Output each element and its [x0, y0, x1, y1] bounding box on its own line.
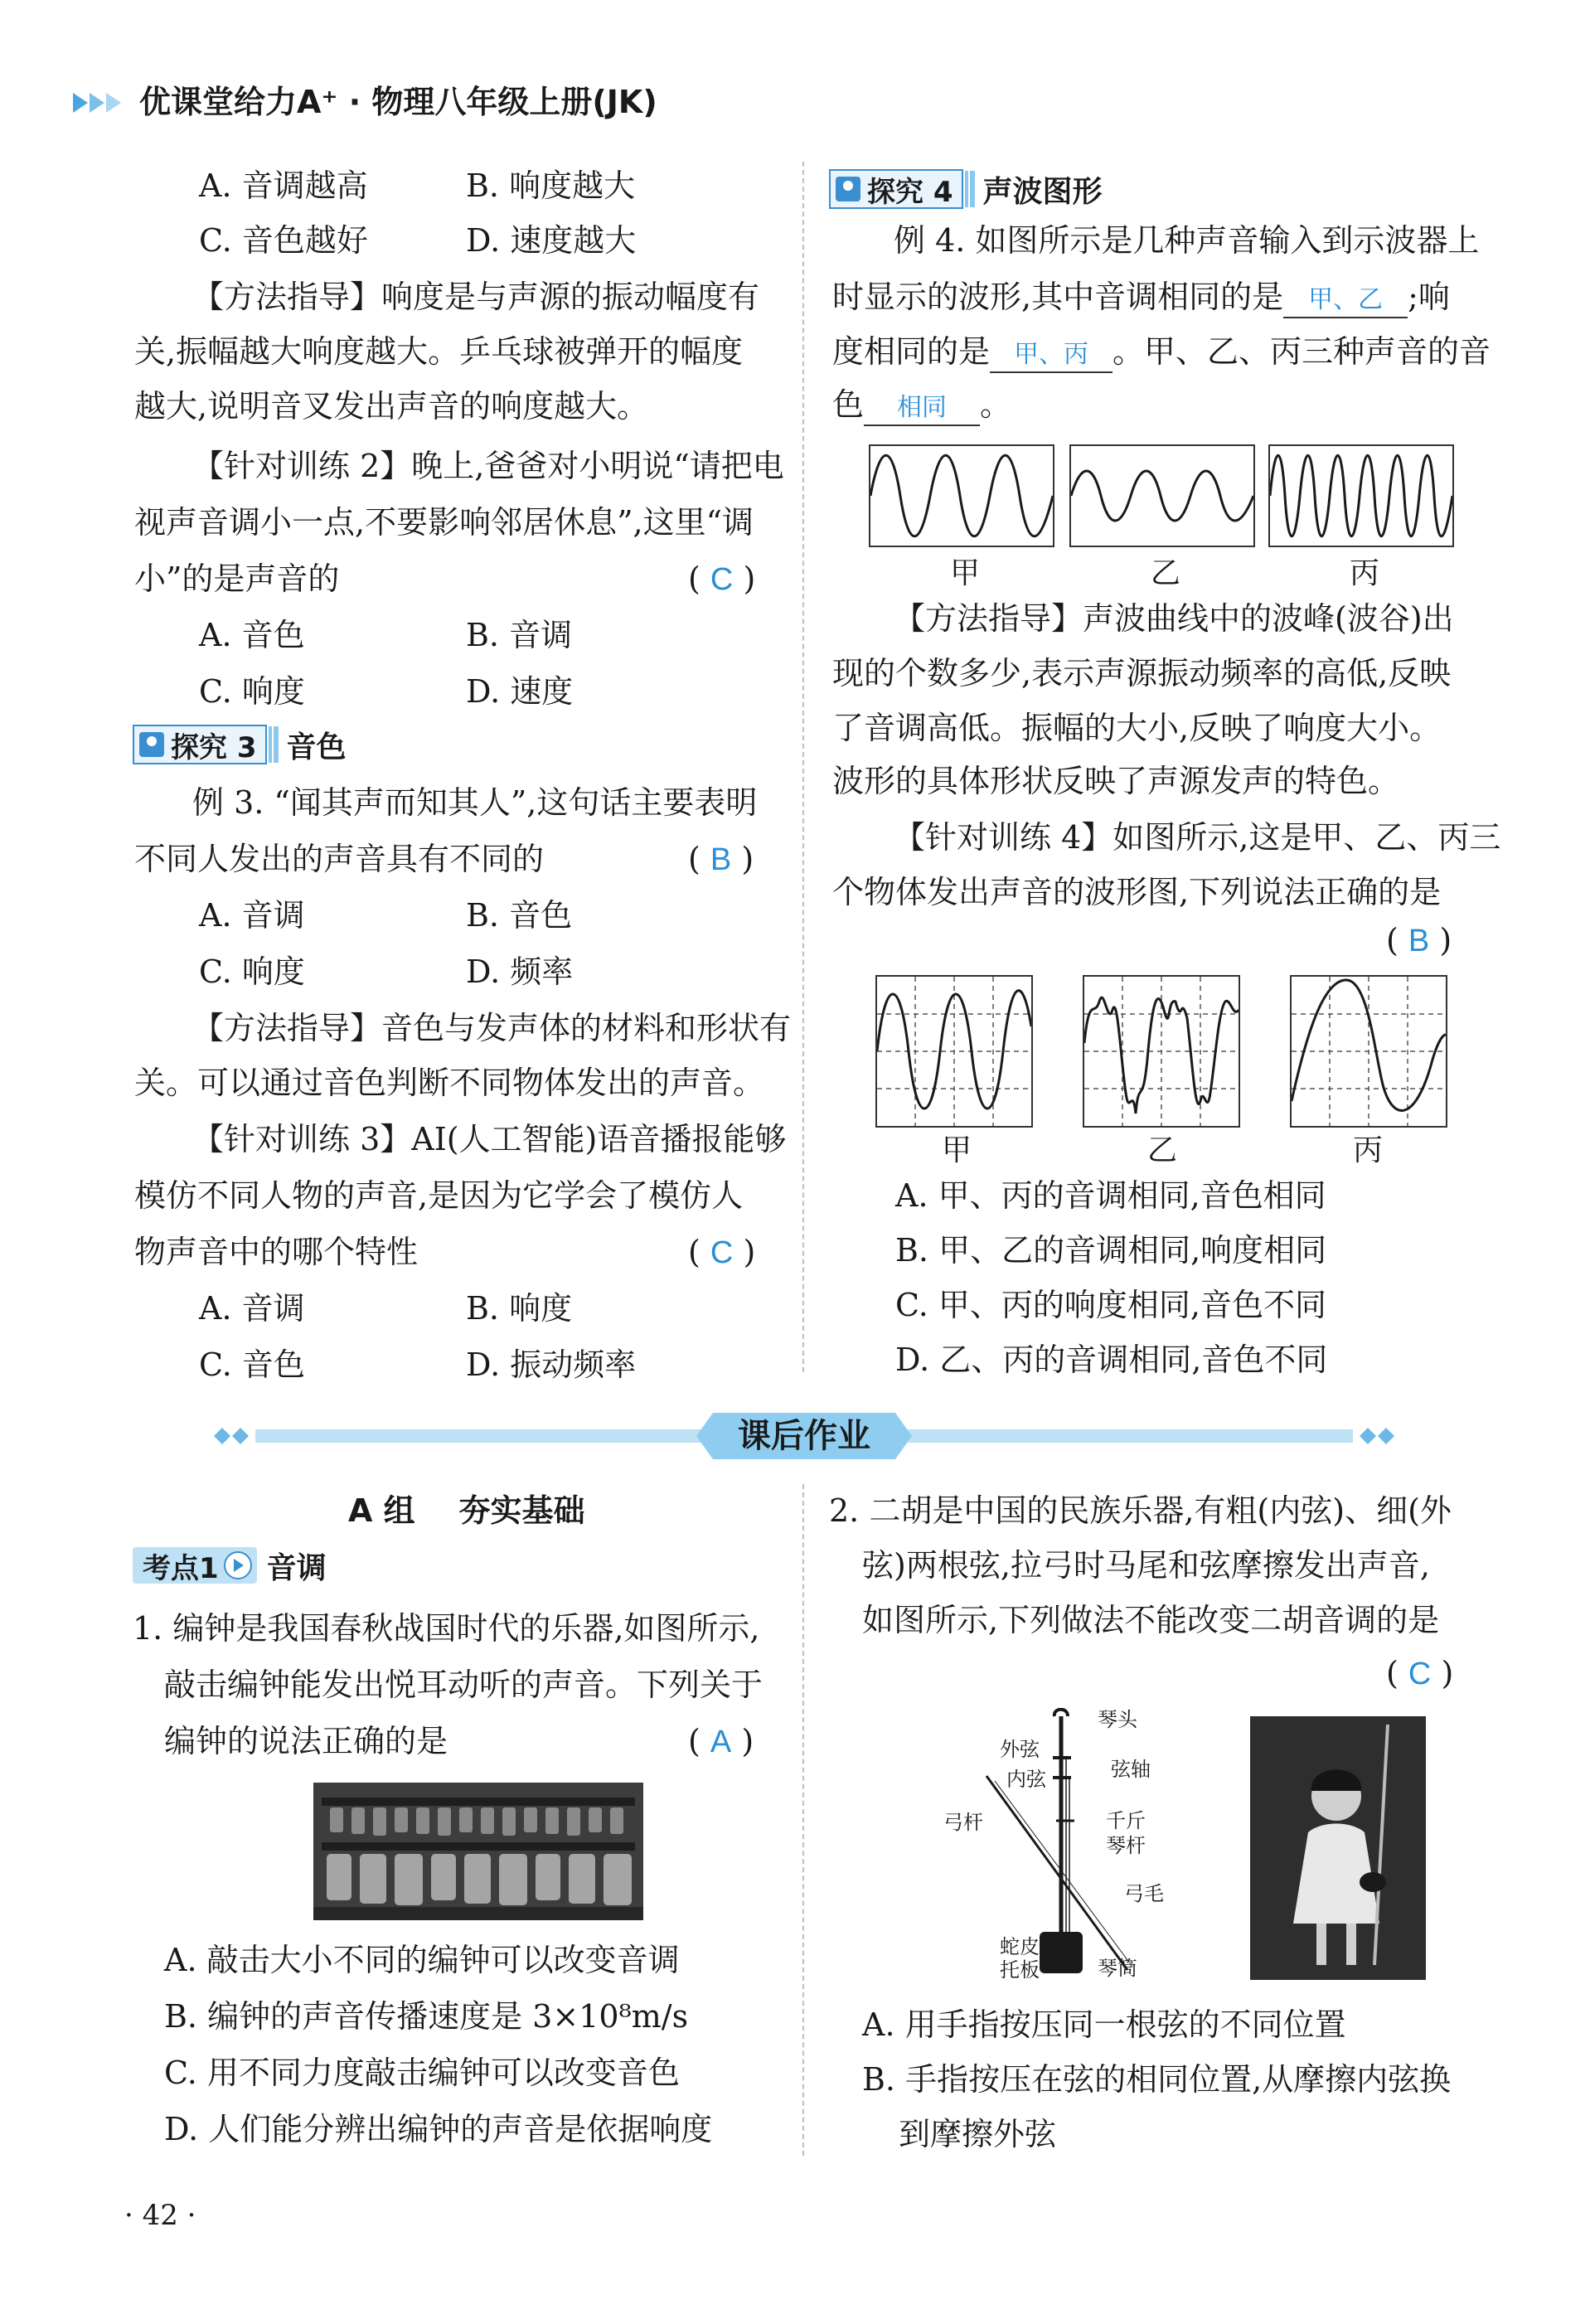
- stripe-decoration: [269, 726, 279, 763]
- option-b-cont: 到摩擦外弦: [899, 2116, 1057, 2152]
- option-a: A. 音色: [199, 617, 305, 653]
- answer-paren: ( C ): [1386, 1655, 1454, 1691]
- waveform-yi: [1069, 444, 1255, 547]
- ex4-line3: 度相同的是 甲、丙 。甲、乙、丙三种声音的音: [832, 332, 1491, 373]
- label-shepi: 蛇皮: [1000, 1935, 1040, 1958]
- guide4-line2: 现的个数多少,表示声源振动频率的高低,反映: [832, 655, 1452, 691]
- guide1-line2: 关,振幅越大响度越大。乒乓球被弹开的幅度: [134, 333, 744, 370]
- option-a: A. 用手指按压同一根弦的不同位置: [862, 2006, 1346, 2043]
- wave-label: 乙: [1151, 556, 1181, 590]
- grid-waveform-bing: [1290, 975, 1447, 1128]
- erhu-diagram: [928, 1708, 1177, 1987]
- q2-line3: 如图所示,下列做法不能改变二胡音调的是: [862, 1602, 1440, 1638]
- option-d: D. 速度: [466, 673, 574, 710]
- guide4-line1: 【方法指导】声波曲线中的波峰(波谷)出: [894, 600, 1454, 637]
- section-title: 音色: [286, 730, 347, 764]
- option-b: B. 手指按压在弦的相同位置,从摩擦内弦换: [862, 2061, 1452, 2098]
- q1-line1: 1. 编钟是我国春秋战国时代的乐器,如图所示,: [133, 1610, 760, 1647]
- option-c: C. 音色越好: [199, 222, 368, 259]
- train2-line3: 小”的是声音的: [134, 560, 340, 597]
- fill-blank-1: 甲、乙: [1308, 285, 1384, 314]
- wave-label: 甲: [950, 556, 981, 590]
- option-b: B. 响度: [466, 1290, 573, 1327]
- answer-paren: ( C ): [688, 1234, 756, 1270]
- page-number: · 42 ·: [124, 2199, 196, 2232]
- option-b: B. 编钟的声音传播速度是 3×10⁸m/s: [164, 1998, 689, 2035]
- q2-line1: 2. 二胡是中国的民族乐器,有粗(内弦)、细(外: [829, 1492, 1452, 1529]
- kaodian-badge: 考点1: [133, 1547, 257, 1584]
- fill-blank-2: 甲、丙: [1014, 340, 1089, 369]
- wave-label: 丙: [1350, 556, 1380, 590]
- play-icon: [224, 1551, 252, 1579]
- option-a: A. 音调: [199, 1290, 305, 1327]
- q2-line2: 弦)两根弦,拉弓时马尾和弦摩擦发出声音,: [862, 1547, 1430, 1584]
- option-b: B. 音色: [466, 897, 573, 934]
- label-qianjin: 千斤: [1106, 1809, 1146, 1832]
- option-a: A. 音调越高: [199, 167, 368, 204]
- q1-line3: 编钟的说法正确的是: [164, 1723, 448, 1759]
- answer-value: C: [1408, 1657, 1432, 1691]
- kaodian-heading: [133, 1544, 327, 1587]
- train3-line3: 物声音中的哪个特性: [134, 1234, 419, 1270]
- answer-paren: ( C ): [688, 560, 756, 597]
- banner-title: 课后作业: [738, 1417, 870, 1455]
- wave-label: 甲: [942, 1133, 972, 1167]
- option-b: B. 响度越大: [466, 167, 636, 204]
- option-c: C. 响度: [199, 953, 305, 990]
- bianzhong-photo: [313, 1783, 643, 1920]
- column-divider: [802, 1484, 804, 2156]
- answer-value: B: [710, 842, 732, 877]
- option-c: C. 响度: [199, 673, 305, 710]
- label-tuoban: 托板: [1000, 1958, 1040, 1982]
- label-qingan: 琴杆: [1106, 1834, 1146, 1857]
- train2-line1: 【针对训练 2】晚上,爸爸对小明说“请把电: [192, 448, 784, 484]
- grid-waveform-jia: [875, 975, 1033, 1128]
- train2-line2: 视声音调小一点,不要影响邻居休息”,这里“调: [134, 504, 754, 541]
- wave-label: 丙: [1353, 1133, 1384, 1167]
- option-b: B. 音调: [466, 617, 573, 653]
- train3-line1: 【针对训练 3】AI(人工智能)语音播报能够: [192, 1121, 787, 1157]
- answer-paren: ( A ): [688, 1723, 754, 1759]
- train3-line2: 模仿不同人物的声音,是因为它学会了模仿人: [134, 1177, 744, 1214]
- answer-paren: ( B ): [1386, 922, 1452, 958]
- waveform-jia: [869, 444, 1054, 547]
- answer-value: A: [710, 1725, 732, 1759]
- train4-line2: 个物体发出声音的波形图,下列说法正确的是: [832, 874, 1442, 910]
- label-qintong: 琴筒: [1098, 1957, 1137, 1980]
- label-gongmao: 弓毛: [1124, 1882, 1164, 1905]
- answer-value: B: [1408, 924, 1430, 958]
- label-gonggan: 弓杆: [943, 1811, 983, 1834]
- option-d: D. 人们能分辨出编钟的声音是依据响度: [164, 2111, 713, 2147]
- option-d: D. 频率: [466, 953, 574, 990]
- guide3-line1: 【方法指导】音色与发声体的材料和形状有: [192, 1010, 792, 1046]
- option-a: A. 敲击大小不同的编钟可以改变音调: [164, 1942, 680, 1978]
- train4-line1: 【针对训练 4】如图所示,这是甲、乙、丙三: [894, 819, 1501, 856]
- option-b: B. 甲、乙的音调相同,响度相同: [895, 1232, 1327, 1269]
- q1-line2: 敲击编钟能发出悦耳动听的声音。下列关于: [164, 1667, 763, 1703]
- ex3-line2: 不同人发出的声音具有不同的: [134, 841, 545, 877]
- wave-label: 乙: [1147, 1133, 1178, 1167]
- explore4-heading: [829, 167, 1103, 211]
- label-waixian: 外弦: [1000, 1738, 1040, 1761]
- guide1-line3: 越大,说明音叉发出声音的响度越大。: [134, 388, 649, 425]
- grid-waveform-yi: [1083, 975, 1240, 1128]
- student-icon: [139, 732, 164, 757]
- answer-value: C: [710, 562, 734, 597]
- stripe-decoration: [965, 171, 975, 207]
- option-a: A. 甲、丙的音调相同,音色相同: [895, 1177, 1326, 1214]
- group-title: A 组 夯实基础: [348, 1492, 585, 1529]
- column-divider: [802, 162, 804, 1372]
- explore-badge: 探究 3: [133, 725, 267, 764]
- explore-badge: 探究 4: [829, 169, 963, 209]
- header-title: 优课堂给力A⁺ · 物理八年级上册(JK): [139, 84, 657, 120]
- waveform-bing: [1268, 444, 1454, 547]
- label-neixian: 内弦: [1006, 1768, 1046, 1791]
- section-title: 音调: [266, 1550, 327, 1585]
- guide3-line2: 关。可以通过音色判断不同物体发出的声音。: [134, 1065, 765, 1101]
- option-d: D. 速度越大: [466, 222, 637, 259]
- homework-banner: [207, 1409, 1401, 1463]
- guide4-line4: 波形的具体形状反映了声源发声的特色。: [832, 763, 1400, 799]
- ex4-line1: 例 4. 如图所示是几种声音输入到示波器上: [894, 222, 1480, 259]
- option-d: D. 乙、丙的音调相同,音色不同: [895, 1342, 1328, 1378]
- ex3-line1: 例 3. “闻其声而知其人”,这句话主要表明: [192, 784, 758, 821]
- option-d: D. 振动频率: [466, 1346, 637, 1383]
- erhu-player-photo: [1250, 1716, 1426, 1980]
- answer-paren: ( B ): [688, 841, 754, 877]
- guide4-line3: 了音调高低。振幅的大小,反映了响度大小。: [832, 710, 1442, 746]
- header-arrows: [73, 90, 131, 116]
- explore3-heading: [133, 723, 347, 766]
- guide1-line1: 【方法指导】响度是与声源的振动幅度有: [192, 279, 760, 315]
- option-a: A. 音调: [199, 897, 305, 934]
- student-icon: [836, 177, 860, 201]
- answer-value: C: [710, 1235, 734, 1270]
- ex4-line2: 时显示的波形,其中音调相同的是 甲、乙 ;响: [832, 277, 1450, 318]
- section-title: 声波图形: [982, 174, 1103, 209]
- ex4-line4: 色 相同 。: [832, 385, 1011, 426]
- option-c: C. 甲、丙的响度相同,音色不同: [895, 1287, 1326, 1323]
- option-c: C. 音色: [199, 1346, 305, 1383]
- label-qintou: 琴头: [1098, 1708, 1137, 1731]
- fill-blank-3: 相同: [897, 393, 948, 422]
- label-xianzhou: 弦轴: [1111, 1758, 1151, 1781]
- option-c: C. 用不同力度敲击编钟可以改变音色: [164, 2055, 680, 2091]
